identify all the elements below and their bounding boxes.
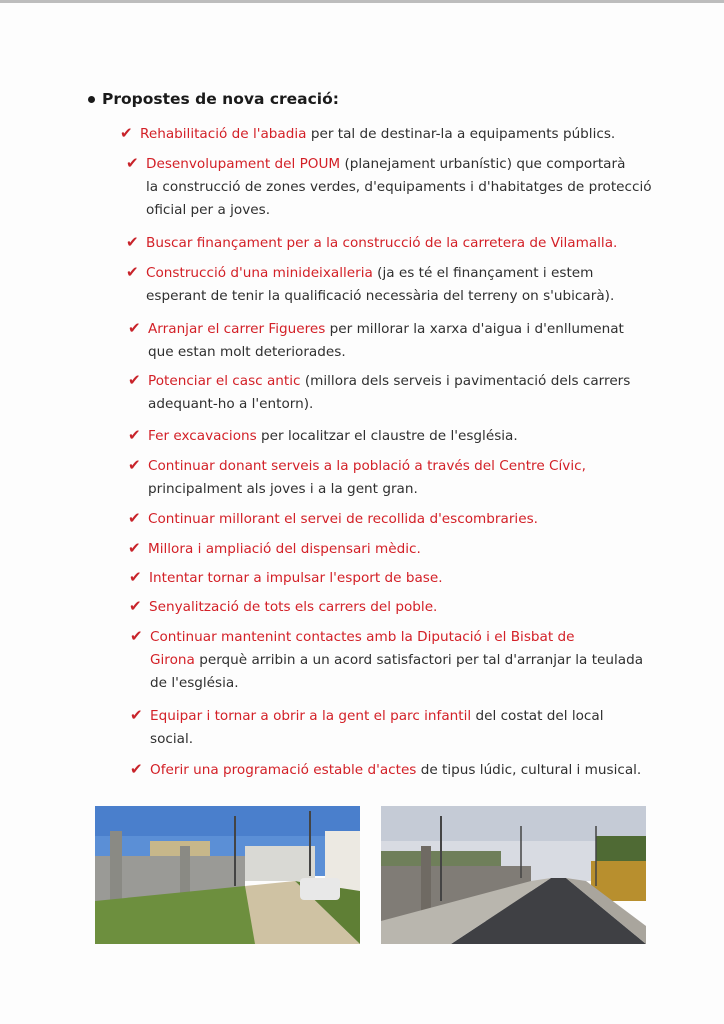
proposal-text: la construcció de zones verdes, d'equipaments i d'habitatges de protecció bbox=[146, 179, 652, 195]
checkmark-icon: ✔ bbox=[128, 509, 141, 527]
proposal-highlight: Fer excavacions bbox=[148, 428, 257, 444]
proposal-highlight: Continuar mantenint contactes amb la Diputació i el Bisbat de bbox=[150, 629, 575, 645]
proposal-item bbox=[130, 704, 670, 751]
bullet-dot-icon bbox=[88, 96, 95, 103]
proposal-line bbox=[148, 393, 668, 416]
proposal-line bbox=[126, 231, 666, 255]
proposal-line bbox=[150, 728, 670, 751]
proposal-text: adequant-ho a l'entorn). bbox=[148, 396, 314, 412]
proposal-text: de l'església. bbox=[150, 675, 239, 691]
checkmark-icon: ✔ bbox=[126, 233, 139, 251]
proposal-highlight: Potenciar el casc antic bbox=[148, 373, 301, 389]
proposal-line bbox=[150, 672, 670, 695]
proposal-text: que estan molt deteriorades. bbox=[148, 344, 346, 360]
proposal-text: (ja es té el finançament i estem bbox=[372, 265, 594, 281]
checkmark-icon: ✔ bbox=[128, 456, 141, 474]
proposal-item bbox=[129, 595, 669, 619]
proposal-line bbox=[148, 341, 668, 364]
proposal-item bbox=[126, 152, 666, 222]
proposal-line bbox=[146, 176, 666, 199]
proposal-line bbox=[130, 704, 670, 728]
section-heading-text: Propostes de nova creació: bbox=[102, 90, 339, 108]
checkmark-icon: ✔ bbox=[130, 627, 143, 645]
proposal-highlight: Construcció d'una minideixalleria bbox=[146, 265, 373, 281]
proposal-line bbox=[148, 478, 668, 501]
proposal-item bbox=[128, 317, 668, 364]
proposal-item bbox=[120, 122, 660, 146]
proposal-line bbox=[128, 369, 668, 393]
checkmark-icon: ✔ bbox=[129, 597, 142, 615]
proposal-text: (planejament urbanístic) que comportarà bbox=[340, 156, 626, 172]
proposal-text: perquè arribin a un acord satisfactori per tal d'arranjar la teulada bbox=[194, 652, 644, 668]
proposal-line bbox=[128, 317, 668, 341]
proposal-item bbox=[128, 369, 668, 416]
proposal-line bbox=[129, 566, 669, 590]
proposal-highlight: Continuar millorant el servei de recollida d'escombraries. bbox=[148, 511, 538, 527]
proposal-item bbox=[126, 261, 666, 308]
proposal-highlight: Equipar i tornar a obrir a la gent el parc infantil bbox=[150, 708, 472, 724]
proposal-text: de tipus lúdic, cultural i musical. bbox=[416, 762, 642, 778]
proposal-text: del costat del local bbox=[471, 708, 604, 724]
proposal-highlight: Arranjar el carrer Figueres bbox=[148, 321, 326, 337]
proposal-line bbox=[126, 261, 666, 285]
proposal-highlight: Rehabilitació de l'abadia bbox=[140, 126, 307, 142]
photo-dirt-road bbox=[95, 806, 360, 944]
proposal-line bbox=[146, 285, 666, 308]
checkmark-icon: ✔ bbox=[130, 706, 143, 724]
proposal-highlight: Millora i ampliació del dispensari mèdic. bbox=[148, 541, 421, 557]
proposal-item bbox=[128, 454, 668, 501]
proposal-highlight: Desenvolupament del POUM bbox=[146, 156, 341, 172]
proposal-item bbox=[130, 758, 670, 782]
checkmark-icon: ✔ bbox=[120, 124, 133, 142]
proposal-text: oficial per a joves. bbox=[146, 202, 271, 218]
proposal-line bbox=[120, 122, 660, 146]
photo-paved-street bbox=[381, 806, 646, 944]
proposal-highlight: Continuar donant serveis a la població a través del Centre Cívic, bbox=[148, 458, 586, 474]
proposal-line bbox=[129, 595, 669, 619]
checkmark-icon: ✔ bbox=[130, 760, 143, 778]
proposal-item bbox=[128, 507, 668, 531]
proposal-item bbox=[126, 231, 666, 255]
proposal-item bbox=[128, 537, 668, 561]
proposal-item bbox=[129, 566, 669, 590]
proposal-highlight: Senyalització de tots els carrers del poble. bbox=[149, 599, 438, 615]
proposal-text: esperant de tenir la qualificació necessària del terreny on s'ubicarà). bbox=[146, 288, 615, 304]
checkmark-icon: ✔ bbox=[128, 371, 141, 389]
proposal-item bbox=[128, 424, 668, 448]
proposal-line bbox=[146, 199, 666, 222]
proposal-highlight: Buscar finançament per a la construcció de la carretera de Vilamalla. bbox=[146, 235, 618, 251]
checkmark-icon: ✔ bbox=[128, 426, 141, 444]
proposal-text: per localitzar el claustre de l'església. bbox=[256, 428, 518, 444]
proposal-text: principalment als joves i a la gent gran. bbox=[148, 481, 418, 497]
proposal-line bbox=[126, 152, 666, 176]
proposal-highlight: Intentar tornar a impulsar l'esport de base. bbox=[149, 570, 443, 586]
proposal-item bbox=[130, 625, 670, 695]
checkmark-icon: ✔ bbox=[126, 263, 139, 281]
proposal-line bbox=[128, 507, 668, 531]
proposal-line bbox=[128, 424, 668, 448]
checkmark-icon: ✔ bbox=[129, 568, 142, 586]
proposal-highlight: Girona bbox=[150, 652, 195, 668]
proposal-text: (millora dels serveis i pavimentació dels carrers bbox=[300, 373, 631, 389]
proposal-line bbox=[130, 758, 670, 782]
checkmark-icon: ✔ bbox=[128, 539, 141, 557]
proposal-text: per tal de destinar-la a equipaments públics. bbox=[306, 126, 616, 142]
section-heading bbox=[88, 90, 339, 108]
proposal-highlight: Oferir una programació estable d'actes bbox=[150, 762, 417, 778]
proposal-line bbox=[150, 649, 670, 672]
checkmark-icon: ✔ bbox=[128, 319, 141, 337]
proposal-text: per millorar la xarxa d'aigua i d'enllumenat bbox=[325, 321, 624, 337]
proposal-line bbox=[128, 454, 668, 478]
checkmark-icon: ✔ bbox=[126, 154, 139, 172]
proposal-text: social. bbox=[150, 731, 194, 747]
proposal-line bbox=[130, 625, 670, 649]
proposal-line bbox=[128, 537, 668, 561]
